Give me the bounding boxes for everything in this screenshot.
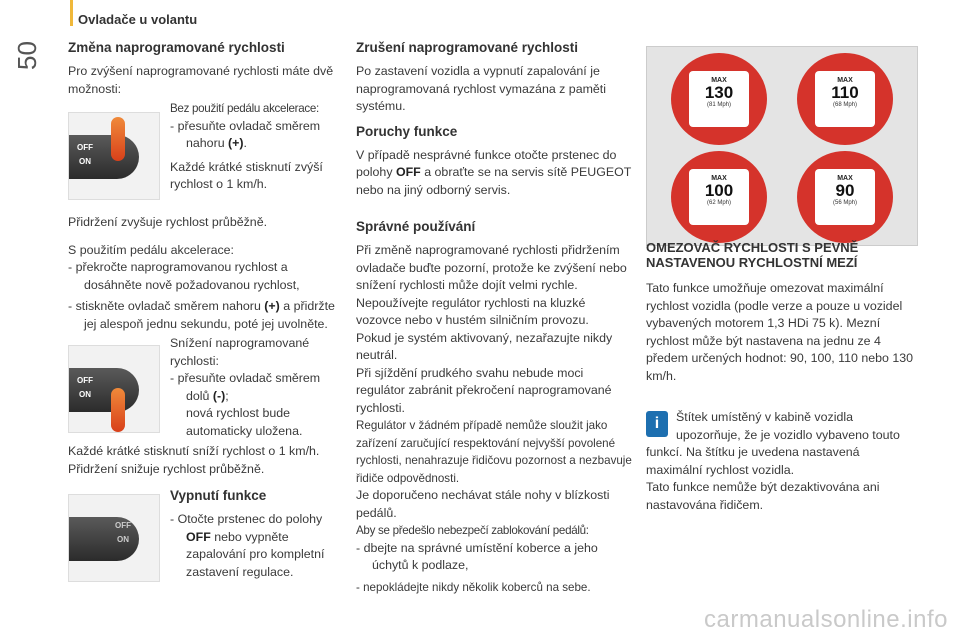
- without-pedal-label: Bez použití pedálu akcelerace:: [170, 102, 319, 115]
- correct-text-2: Nepoužívejte regulátor rychlosti na kluzké vozovce nebo v hustém silničním provozu.: [356, 295, 589, 327]
- lever-off-label: OFF: [77, 376, 93, 385]
- hold-up: Přidržení zvyšuje rychlost průběžně.: [68, 215, 268, 229]
- sign-100: MAX 100 (62 Mph): [671, 151, 767, 243]
- arrow-down-icon: [111, 388, 125, 432]
- reduce-label: Snížení naprogramované rychlosti:: [170, 336, 310, 368]
- move-down-instruction: - přesuňte ovladač směrem dolů (-);: [170, 371, 321, 403]
- each-press-down: Každé krátké stisknutí sníží rychlost o 1 km/h.: [68, 444, 320, 458]
- cancel-text: Po zastavení vozidla a vypnutí zapalování je naprogramovaná rychlost vymazána z paměti systému.: [356, 64, 606, 113]
- correct-text-4: Při sjíždění prudkého svahu nebude moci regulátor zabránit překročení naprogramované rychlosti.: [356, 365, 612, 415]
- info-icon: i: [646, 411, 668, 437]
- arrow-up-icon: [111, 117, 125, 161]
- correct-li-1: - dbejte na správné umístění koberce a jeho úchytů k podlaze,: [356, 540, 598, 572]
- lever-on-label: ON: [79, 390, 91, 399]
- column-limiter: [646, 240, 918, 514]
- sign-110: MAX 110 (68 Mph): [797, 53, 893, 145]
- off-title: Vypnutí funkce: [170, 488, 267, 503]
- column-cancel-faults: [356, 40, 634, 596]
- limiter-title: OMEZOVAČ RYCHLOSTI S PEVNĚ NASTAVENOU RYCHLOSTNÍ MEZÍ: [646, 240, 859, 270]
- sign-90: MAX 90 (56 Mph): [797, 151, 893, 243]
- page-number: 50: [12, 41, 42, 70]
- section-accent-bar: [70, 0, 73, 26]
- each-press-up: Každé krátké stisknutí zvýší rychlost o 1 km/h.: [170, 159, 323, 191]
- correct-use-title: Správné používání: [356, 219, 476, 234]
- column-speed-change: [68, 40, 340, 598]
- exceed-instruction: - překročte naprogramovanou rychlost a dosáhněte nově požadovanou rychlost,: [68, 260, 300, 292]
- fault-title: Poruchy funkce: [356, 123, 458, 139]
- correct-text-7: Aby se předešlo nebezpečí zablokování pedálů:: [356, 524, 589, 537]
- off-instruction: - Otočte prstenec do polohy OFF nebo vypněte zapalování pro kompletní zastavení regulace.: [170, 512, 325, 579]
- lever-up-image: [68, 112, 160, 200]
- hold-down: Přidržení snižuje rychlost průběžně.: [68, 461, 265, 476]
- speed-change-intro: Pro zvýšení naprogramované rychlosti máte dvě možnosti:: [68, 64, 334, 96]
- correct-li-2: - nepokládejte nikdy několik koberců na sebe.: [356, 580, 591, 594]
- fault-text: V případě nesprávné funkce otočte prstenec do polohy OFF a obraťte se na servis sítě PEUGEOT nebo na jiný odborný servis.: [356, 147, 632, 197]
- correct-text-6: Je doporučeno nechávat stále nohy v blízkosti pedálů.: [356, 488, 610, 520]
- lever-on-label: ON: [117, 535, 129, 544]
- limiter-text: Tato funkce umožňuje omezovat maximální rychlost vozidla (podle verze a pouze u vozidel vybavených motorem 1,3 HDi 75 k). Mezní rychlost může být nastavena na jednu ze 4 předem určených hodnot: 90, 100, 110 nebo 130 km/h.: [646, 281, 914, 383]
- section-title: Ovladače u volantu: [78, 12, 198, 27]
- lever-on-label: ON: [79, 157, 91, 166]
- lever-off-label: OFF: [115, 521, 131, 530]
- with-pedal-label: S použitím pedálu akcelerace:: [68, 242, 234, 257]
- press-up-instruction: - stiskněte ovladač směrem nahoru (+) a přidržte jej alespoň jednu sekundu, poté jej uvolněte.: [68, 299, 335, 331]
- info-text: Štítek umístěný v kabině vozidla upozorňuje, že je vozidlo vybaveno touto funkcí. Na štítku je uvedena nastavená maximální rychlost vozidla.: [646, 410, 900, 477]
- speed-limit-signs-image: [646, 46, 918, 246]
- lever-off-label: OFF: [77, 143, 93, 152]
- cancel-title: Zrušení naprogramované rychlosti: [356, 40, 579, 55]
- speed-change-title: Změna naprogramované rychlosti: [68, 40, 285, 55]
- correct-text-5: Regulátor v žádném případě nemůže sloužit jako zařízení zaručující respektování nejvyšší povolené rychlosti, nenahrazuje řidičovu pozornost a nezbavuje řidiče odpovědnosti.: [356, 419, 632, 485]
- correct-text-1: Při změně naprogramované rychlosti přidržením ovladače buďte pozorní, protože ke zvýšení nebo snížení rychlosti může dojít velmi rychle.: [356, 243, 627, 292]
- move-up-instruction: - přesuňte ovladač směrem nahoru (+).: [170, 118, 321, 150]
- info-box: [646, 409, 918, 514]
- info-text-2: Tato funkce nemůže být dezaktivována ani nastavována řidičem.: [646, 480, 880, 512]
- move-down-note: nová rychlost bude automaticky uložena.: [186, 406, 303, 438]
- lever-off-image: [68, 494, 160, 582]
- watermark: carmanualsonline.info: [704, 606, 948, 633]
- sign-130: MAX 130 (81 Mph): [671, 53, 767, 145]
- lever-down-image: [68, 345, 160, 433]
- correct-text-3: Pokud je systém aktivovaný, nezařazujte nikdy neutrál.: [356, 330, 613, 362]
